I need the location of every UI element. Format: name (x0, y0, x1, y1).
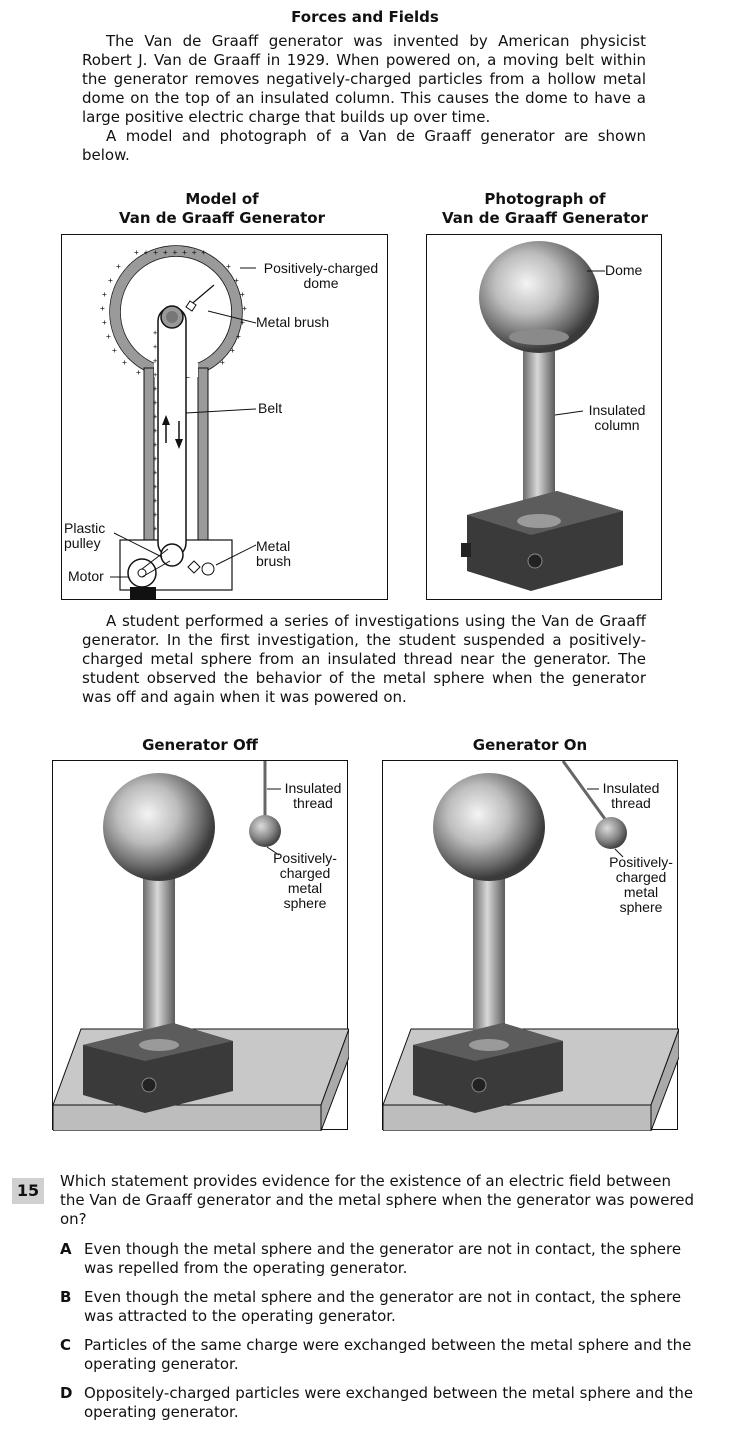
question-text: Which statement provides evidence for the existence of an electric field between the Van de Graaff generator and the metal sphere when the generator was powered on? (60, 1172, 695, 1228)
investigation-text (82, 612, 646, 707)
svg-text:+: + (153, 329, 158, 337)
label-thread-on: Insulated thread (602, 780, 660, 811)
svg-text:+: + (116, 262, 121, 271)
svg-text:+: + (226, 262, 231, 271)
generator-off-caption: Generator Off (142, 736, 258, 754)
svg-text:+: + (122, 358, 127, 367)
svg-text:+: + (230, 346, 235, 355)
photo-diagram (426, 234, 662, 600)
investigation-paragraph: A student performed a series of investigations using the Van de Graaff generator. In the first investigation, the student suspended a positively-charged metal sphere from an insulated thread near the generator. The student observed the behavior of the metal sphere when the generator was off and again when it was powered on. (82, 612, 646, 706)
svg-text:+: + (236, 332, 241, 341)
intro-paragraph-2: A model and photograph of a Van de Graaff generator are shown below. (82, 127, 646, 164)
option-text: Particles of the same charge were exchanged between the metal sphere and the operating generator. (84, 1336, 692, 1373)
svg-text:+: + (102, 290, 107, 299)
svg-text:+: + (112, 346, 117, 355)
svg-text:+: + (240, 290, 245, 299)
photo-caption (420, 190, 670, 228)
label-belt: Belt (258, 400, 283, 416)
svg-text:+: + (153, 483, 158, 491)
svg-text:+: + (153, 455, 158, 463)
svg-text:+: + (153, 371, 158, 379)
svg-text:+: + (242, 304, 247, 313)
intro-paragraph-1: The Van de Graaff generator was invented by American physicist Robert J. Van de Graaff in 1929. When powered on, a moving belt within the generator removes negatively-charged particles from a hollow metal dome on the top of an insulated column. This causes the dome to have a large positive electric charge that builds up over time. (82, 32, 646, 126)
svg-text:+: + (153, 441, 158, 449)
svg-text:+: + (136, 368, 141, 377)
question-number: 15 (12, 1178, 44, 1204)
model-diagram (61, 234, 388, 600)
model-caption-line1: Model of (185, 190, 259, 208)
label-metal-brush-top: Metal brush (256, 314, 330, 330)
option-letter: C (60, 1336, 72, 1354)
label-charged-dome: Positively-charged dome (263, 260, 379, 291)
svg-text:+: + (100, 304, 105, 313)
svg-text:+: + (220, 358, 225, 367)
svg-text:+ + + + + + + +: + + + + + + + + (134, 248, 207, 257)
label-sphere-on: Positively-charged metal sphere (609, 854, 673, 915)
svg-text:+: + (102, 318, 107, 327)
svg-text:+: + (153, 427, 158, 435)
option-letter: A (60, 1240, 72, 1258)
svg-text:+: + (153, 357, 158, 365)
generator-off-drawing (53, 761, 349, 1131)
svg-text:+: + (153, 385, 158, 393)
model-caption (100, 190, 344, 228)
section-title: Forces and Fields (291, 8, 439, 26)
generator-on-drawing (383, 761, 679, 1131)
svg-text:+: + (153, 525, 158, 533)
svg-text:+: + (153, 413, 158, 421)
svg-text:+: + (153, 399, 158, 407)
option-letter: D (60, 1384, 73, 1402)
svg-text:+: + (108, 276, 113, 285)
option-text: Even though the metal sphere and the generator are not in contact, the sphere was repelled from the operating generator. (84, 1240, 682, 1277)
label-thread-off: Insulated thread (284, 780, 342, 811)
label-plastic-pulley: Plastic pulley (64, 520, 106, 551)
label-sphere-off: Positively-charged metal sphere (273, 850, 337, 911)
svg-text:+: + (106, 332, 111, 341)
label-metal-brush-bottom: Metal brush (256, 538, 292, 569)
label-insulated-column: Insulated column (588, 402, 646, 433)
svg-text:+: + (234, 276, 239, 285)
model-caption-line2: Van de Graaff Generator (118, 209, 325, 227)
option-letter: B (60, 1288, 72, 1306)
photo-caption-line1: Photograph of (484, 190, 606, 208)
generator-off-photo (52, 760, 348, 1130)
label-photo-dome: Dome (605, 262, 643, 278)
label-motor: Motor (68, 568, 104, 584)
option-text: Even though the metal sphere and the generator are not in contact, the sphere was attracted to the operating generator. (84, 1288, 682, 1325)
svg-text:+: + (153, 497, 158, 505)
option-text: Oppositely-charged particles were exchanged between the metal sphere and the operating generator. (84, 1384, 694, 1421)
svg-text:+: + (240, 318, 245, 327)
svg-text:+: + (153, 343, 158, 351)
generator-on-photo (382, 760, 678, 1130)
svg-text:+: + (153, 511, 158, 519)
photo-caption-line2: Van de Graaff Generator (441, 209, 648, 227)
intro-text (82, 32, 646, 165)
generator-on-caption: Generator On (472, 736, 588, 754)
svg-text:+: + (153, 469, 158, 477)
